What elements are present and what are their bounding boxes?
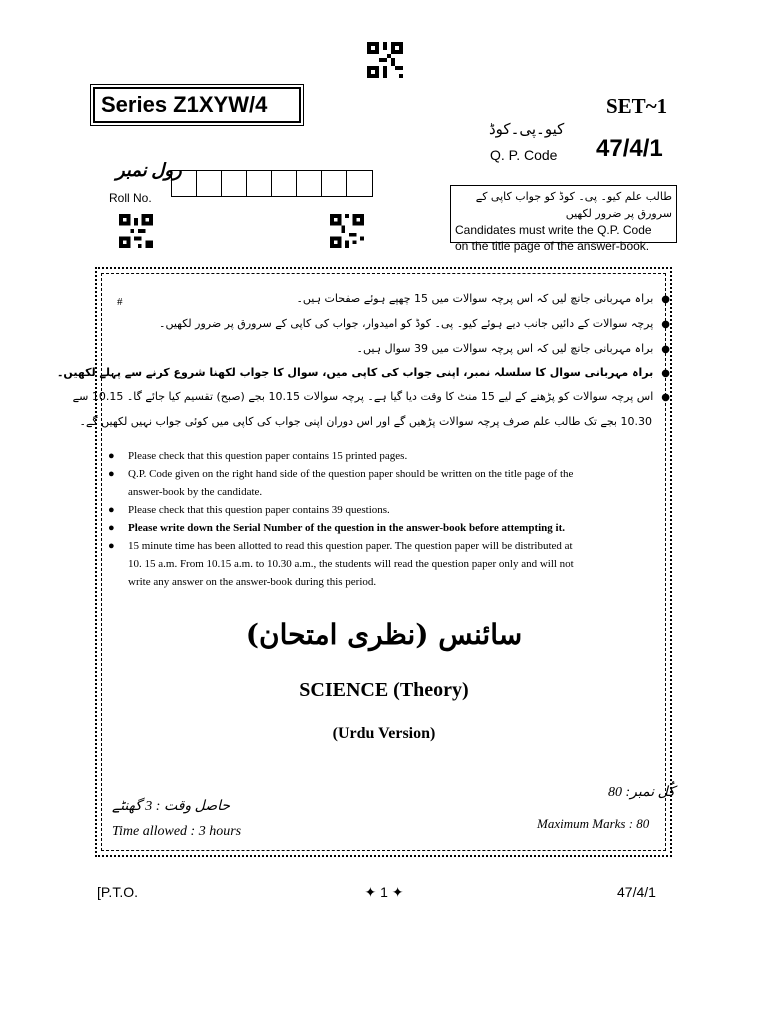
- subject-title: SCIENCE (Theory): [299, 679, 469, 701]
- candidate-note-line-1: Candidates must write the Q.P. Code: [455, 223, 652, 237]
- roll-digit-box[interactable]: [272, 171, 297, 196]
- english-instruction-item: ● Q.P. Code given on the right hand side of the question paper should be written on the title page of the: [108, 465, 653, 483]
- english-instruction-item: ● Please check that this question paper contains 39 questions.: [108, 501, 653, 519]
- hash-mark: #: [117, 296, 123, 308]
- english-instruction-continued: 10. 15 a.m. From 10.15 a.m. to 10.30 a.m., the students will read the question paper only and will not: [128, 558, 574, 570]
- time-allowed: Time allowed : 3 hours: [112, 824, 242, 839]
- subject-title-urdu: سائنس (نظری امتحان): [245, 618, 523, 651]
- bullet-icon: ●: [108, 540, 115, 552]
- urdu-instruction-item: ●براہ مہربانی جانچ لیں کہ اس پرچہ سوالات میں 15 چھپے ہوئے صفحات ہیں۔: [296, 292, 670, 305]
- urdu-instruction-item: ●اس پرچہ سوالات کو پڑھنے کے لیے 15 منٹ کا وقت دیا گیا ہے۔ پرچہ سوالات 10.15 بجے (صبح) تقسیم کیا جائے گا۔ 10.15 سے: [72, 390, 670, 403]
- candidate-note-urdu: طالب علم کیو۔ پی۔ کوڈ کو جواب کاپی کے سرورق پر ضرور لکھیں: [475, 190, 672, 220]
- roll-digit-box[interactable]: [297, 171, 322, 196]
- roll-digit-box[interactable]: [322, 171, 347, 196]
- max-marks: Maximum Marks : 80: [537, 816, 650, 831]
- series-box: Series Z1XYW/4: [93, 87, 301, 123]
- candidate-note-box: [450, 185, 677, 253]
- urdu-instruction-continued: 10.30 بجے تک طالب علم صرف پرچہ سوالات پڑھیں گے اور اس دوران اپنی جواب کی کاپی میں کوئی جواب نہیں لکھیں گے۔: [79, 415, 652, 428]
- qp-code-value: 47/4/1: [596, 135, 663, 162]
- roll-digit-box[interactable]: [222, 171, 247, 196]
- footer-code: 47/4/1: [617, 884, 656, 900]
- bullet-icon: ●: [108, 504, 115, 516]
- bullet-icon: ●: [108, 522, 115, 534]
- roll-number-boxes[interactable]: [171, 170, 373, 197]
- qp-code-label: Q. P. Code: [490, 147, 558, 163]
- bullet-icon: ●: [661, 392, 670, 403]
- bullet-icon: ●: [661, 368, 670, 379]
- roll-number-label: Roll No.: [109, 191, 152, 205]
- bullet-icon: ●: [661, 319, 670, 330]
- candidate-note-line-2: on the title page of the answer-book.: [455, 239, 650, 253]
- qr-code-top: [367, 42, 403, 78]
- roll-number-urdu: رول نمبر: [116, 160, 182, 180]
- qp-code-urdu: کیو۔پی۔کوڈ: [489, 122, 565, 138]
- urdu-instruction-item: ●براہ مہربانی جانچ لیں کہ اس پرچہ سوالات میں 39 سوال ہیں۔: [356, 342, 670, 355]
- bullet-icon: ●: [108, 450, 115, 462]
- english-instruction-continued: answer-book by the candidate.: [128, 486, 263, 498]
- max-marks-urdu: کُل نمبر: 80: [608, 785, 675, 800]
- qr-code-right: [330, 214, 364, 248]
- bullet-icon: ●: [661, 344, 670, 355]
- english-instructions: [108, 447, 653, 591]
- roll-digit-box[interactable]: [347, 171, 372, 196]
- urdu-instruction-item: ●براہ مہربانی سوال کا سلسلہ نمبر، اپنی جواب کی کاپی میں، سوال کا جواب لکھنا شروع کرنے سے پہلے لکھیں۔: [56, 366, 670, 379]
- english-instruction-item: ● Please write down the Serial Number of the question in the answer-book before attempting it.: [108, 519, 653, 537]
- english-instruction-continued: write any answer on the answer-book during this period.: [128, 576, 377, 588]
- version-label: (Urdu Version): [332, 725, 436, 742]
- page-number: ✦ 1 ✦: [364, 884, 404, 900]
- qr-code-left: [119, 214, 153, 248]
- bullet-icon: ●: [108, 468, 115, 480]
- urdu-instruction-item: ●پرچہ سوالات کے دائیں جانب دیے ہوئے کیو۔ پی۔ کوڈ کو امیدوار، جواب کی کاپی کے سرورق پر ضرور لکھیں۔: [159, 317, 670, 330]
- english-instruction-item: ● 15 minute time has been allotted to read this question paper. The question paper will be distributed at: [108, 537, 653, 555]
- bullet-icon: ●: [661, 294, 670, 305]
- english-instruction-item: ● Please check that this question paper contains 15 printed pages.: [108, 447, 653, 465]
- time-allowed-urdu: حاصل وقت : 3 گھنٹے: [112, 799, 231, 814]
- roll-digit-box[interactable]: [172, 171, 197, 196]
- roll-digit-box[interactable]: [197, 171, 222, 196]
- pto-label: [P.T.O.: [97, 884, 138, 900]
- roll-digit-box[interactable]: [247, 171, 272, 196]
- set-label: SET~1: [606, 94, 668, 118]
